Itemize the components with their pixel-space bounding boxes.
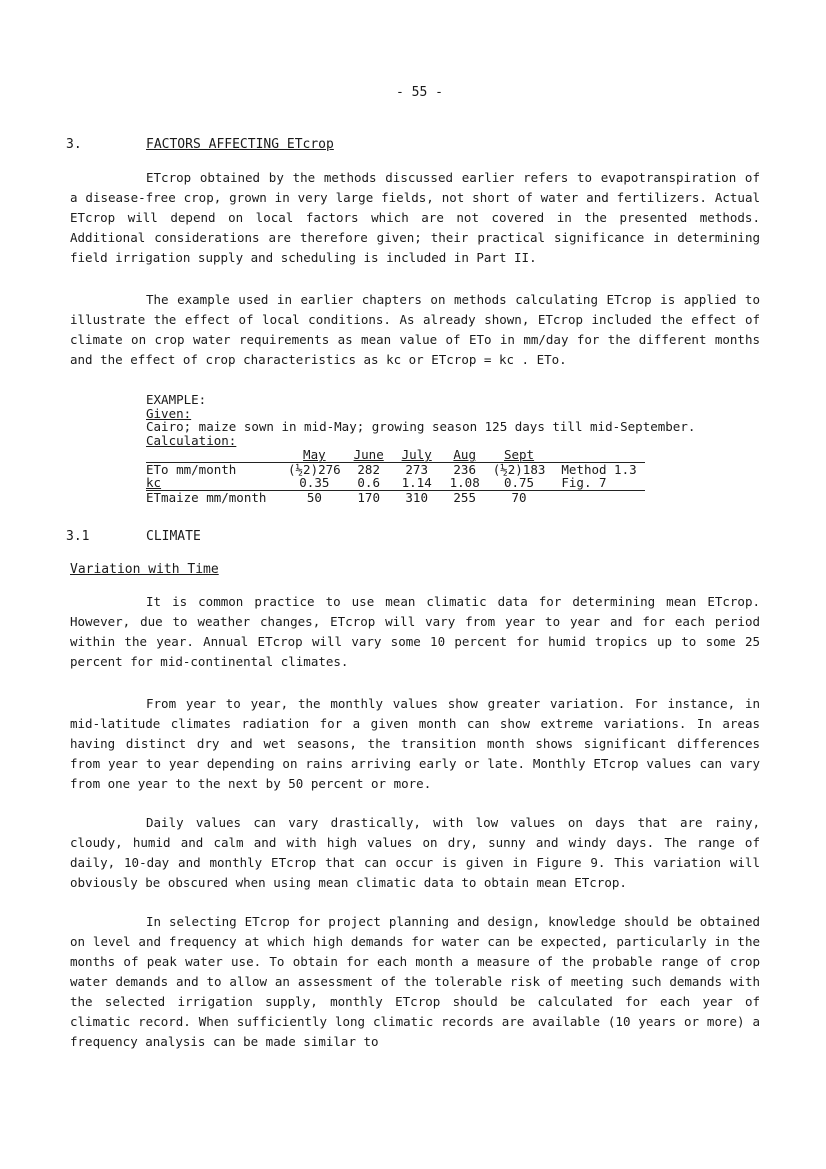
section-title: FACTORS AFFECTING ETcrop bbox=[146, 137, 334, 152]
row-label: ETmaize mm/month bbox=[146, 490, 284, 504]
table-cell: 282 bbox=[345, 462, 393, 476]
paragraph-climate-1: It is common practice to use mean climatic data for determining mean ETcrop. However, due to weather changes, ETcrop will vary from year to year and for each period within the year. Annual ETcrop will vary some 10 percent for humid tropics up to some 25 percent for mid-continental climates. bbox=[70, 594, 760, 669]
table-cell: (½2)183 bbox=[489, 462, 550, 476]
section-number: 3. bbox=[66, 137, 82, 152]
table-cell: (½2)276 bbox=[284, 462, 345, 476]
month-header: Aug bbox=[453, 447, 476, 462]
row-note: Method 1.3 bbox=[549, 462, 645, 476]
example-given-label: Given: bbox=[146, 405, 192, 421]
table-cell: 0.75 bbox=[503, 475, 535, 490]
example-heading: EXAMPLE: bbox=[146, 392, 207, 407]
table-header-row bbox=[146, 448, 645, 462]
month-header: May bbox=[303, 447, 326, 462]
table-cell: 255 bbox=[441, 490, 489, 504]
row-note bbox=[549, 490, 645, 504]
month-header: Sept bbox=[503, 447, 535, 462]
row-label: ETo mm/month bbox=[146, 462, 284, 476]
section-number: 3.1 bbox=[66, 529, 90, 544]
paragraph-climate-3: Daily values can vary drastically, with low values on days that are rainy, cloudy, humid and calm and with high values on dry, sunny and windy days. The range of daily, 10-day and monthly ETcrop that can occur is given in Figure 9. This variation will obviously be obscured when using mean climatic data to obtain mean ETcrop. bbox=[70, 815, 760, 890]
table-cell: 170 bbox=[345, 490, 393, 504]
paragraph-climate-2: From year to year, the monthly values show greater variation. For instance, in mid-latitude climates radiation for a given month can show extreme variations. In areas having distinct dry and wet seasons, the transition month shows significant differences from year to year depending on rains arriving early or late. Monthly ETcrop values can vary from one year to the next by 50 percent or more. bbox=[70, 696, 760, 791]
paragraph-intro-2: The example used in earlier chapters on methods calculating ETcrop is applied to illustrate the effect of local conditions. As already shown, ETcrop included the effect of climate on crop water requirements as mean value of ETo in mm/day for the different months and the effect of crop characteristics as kc or ETcrop = kc . ETo. bbox=[70, 292, 760, 367]
table-cell: 50 bbox=[284, 490, 345, 504]
table-cell: 1.08 bbox=[449, 475, 480, 490]
et-table bbox=[146, 448, 645, 504]
example-block bbox=[146, 392, 696, 505]
table-row bbox=[146, 490, 645, 504]
table-cell: 236 bbox=[441, 462, 489, 476]
month-header: July bbox=[401, 447, 432, 462]
row-note: Fig. 7 bbox=[561, 475, 607, 490]
table-cell: 273 bbox=[393, 462, 441, 476]
table-row bbox=[146, 462, 645, 476]
subheading: Variation with Time bbox=[70, 562, 219, 577]
paragraph-climate-4: In selecting ETcrop for project planning and design, knowledge should be obtained on level and frequency at which high demands for water can be expected, particularly in the months of peak water use. To obtain for each month a measure of the probable range of crop water demands and to allow an assessment of the tolerable risk of meeting such demands with the selected irrigation supply, monthly ETcrop should be calculated for each year of climatic record. When sufficiently long climatic records are available (10 years or more) a frequency analysis can be made similar to bbox=[70, 914, 760, 1049]
table-cell: 70 bbox=[489, 490, 550, 504]
row-label: kc bbox=[146, 475, 162, 490]
table-row bbox=[146, 476, 645, 490]
table-cell: 0.35 bbox=[299, 475, 330, 490]
table-cell: 1.14 bbox=[401, 475, 432, 490]
example-calculation-label: Calculation: bbox=[146, 432, 237, 448]
paragraph-intro-1: ETcrop obtained by the methods discussed earlier refers to evapotranspiration of a disease-free crop, grown in very large fields, not short of water and fertilizers. Actual ETcrop will depend on local factors which are not covered in the presented methods. Additional considerations are therefore given; their practical significance in determining field irrigation supply and scheduling is included in Part II. bbox=[70, 170, 760, 265]
section-title: CLIMATE bbox=[146, 529, 201, 544]
example-given-text: Cairo; maize sown in mid-May; growing season 125 days till mid-September. bbox=[146, 419, 696, 434]
month-header: June bbox=[353, 447, 384, 462]
page-number: - 55 - bbox=[396, 85, 443, 100]
table-cell: 0.6 bbox=[357, 475, 380, 490]
table-cell: 310 bbox=[393, 490, 441, 504]
